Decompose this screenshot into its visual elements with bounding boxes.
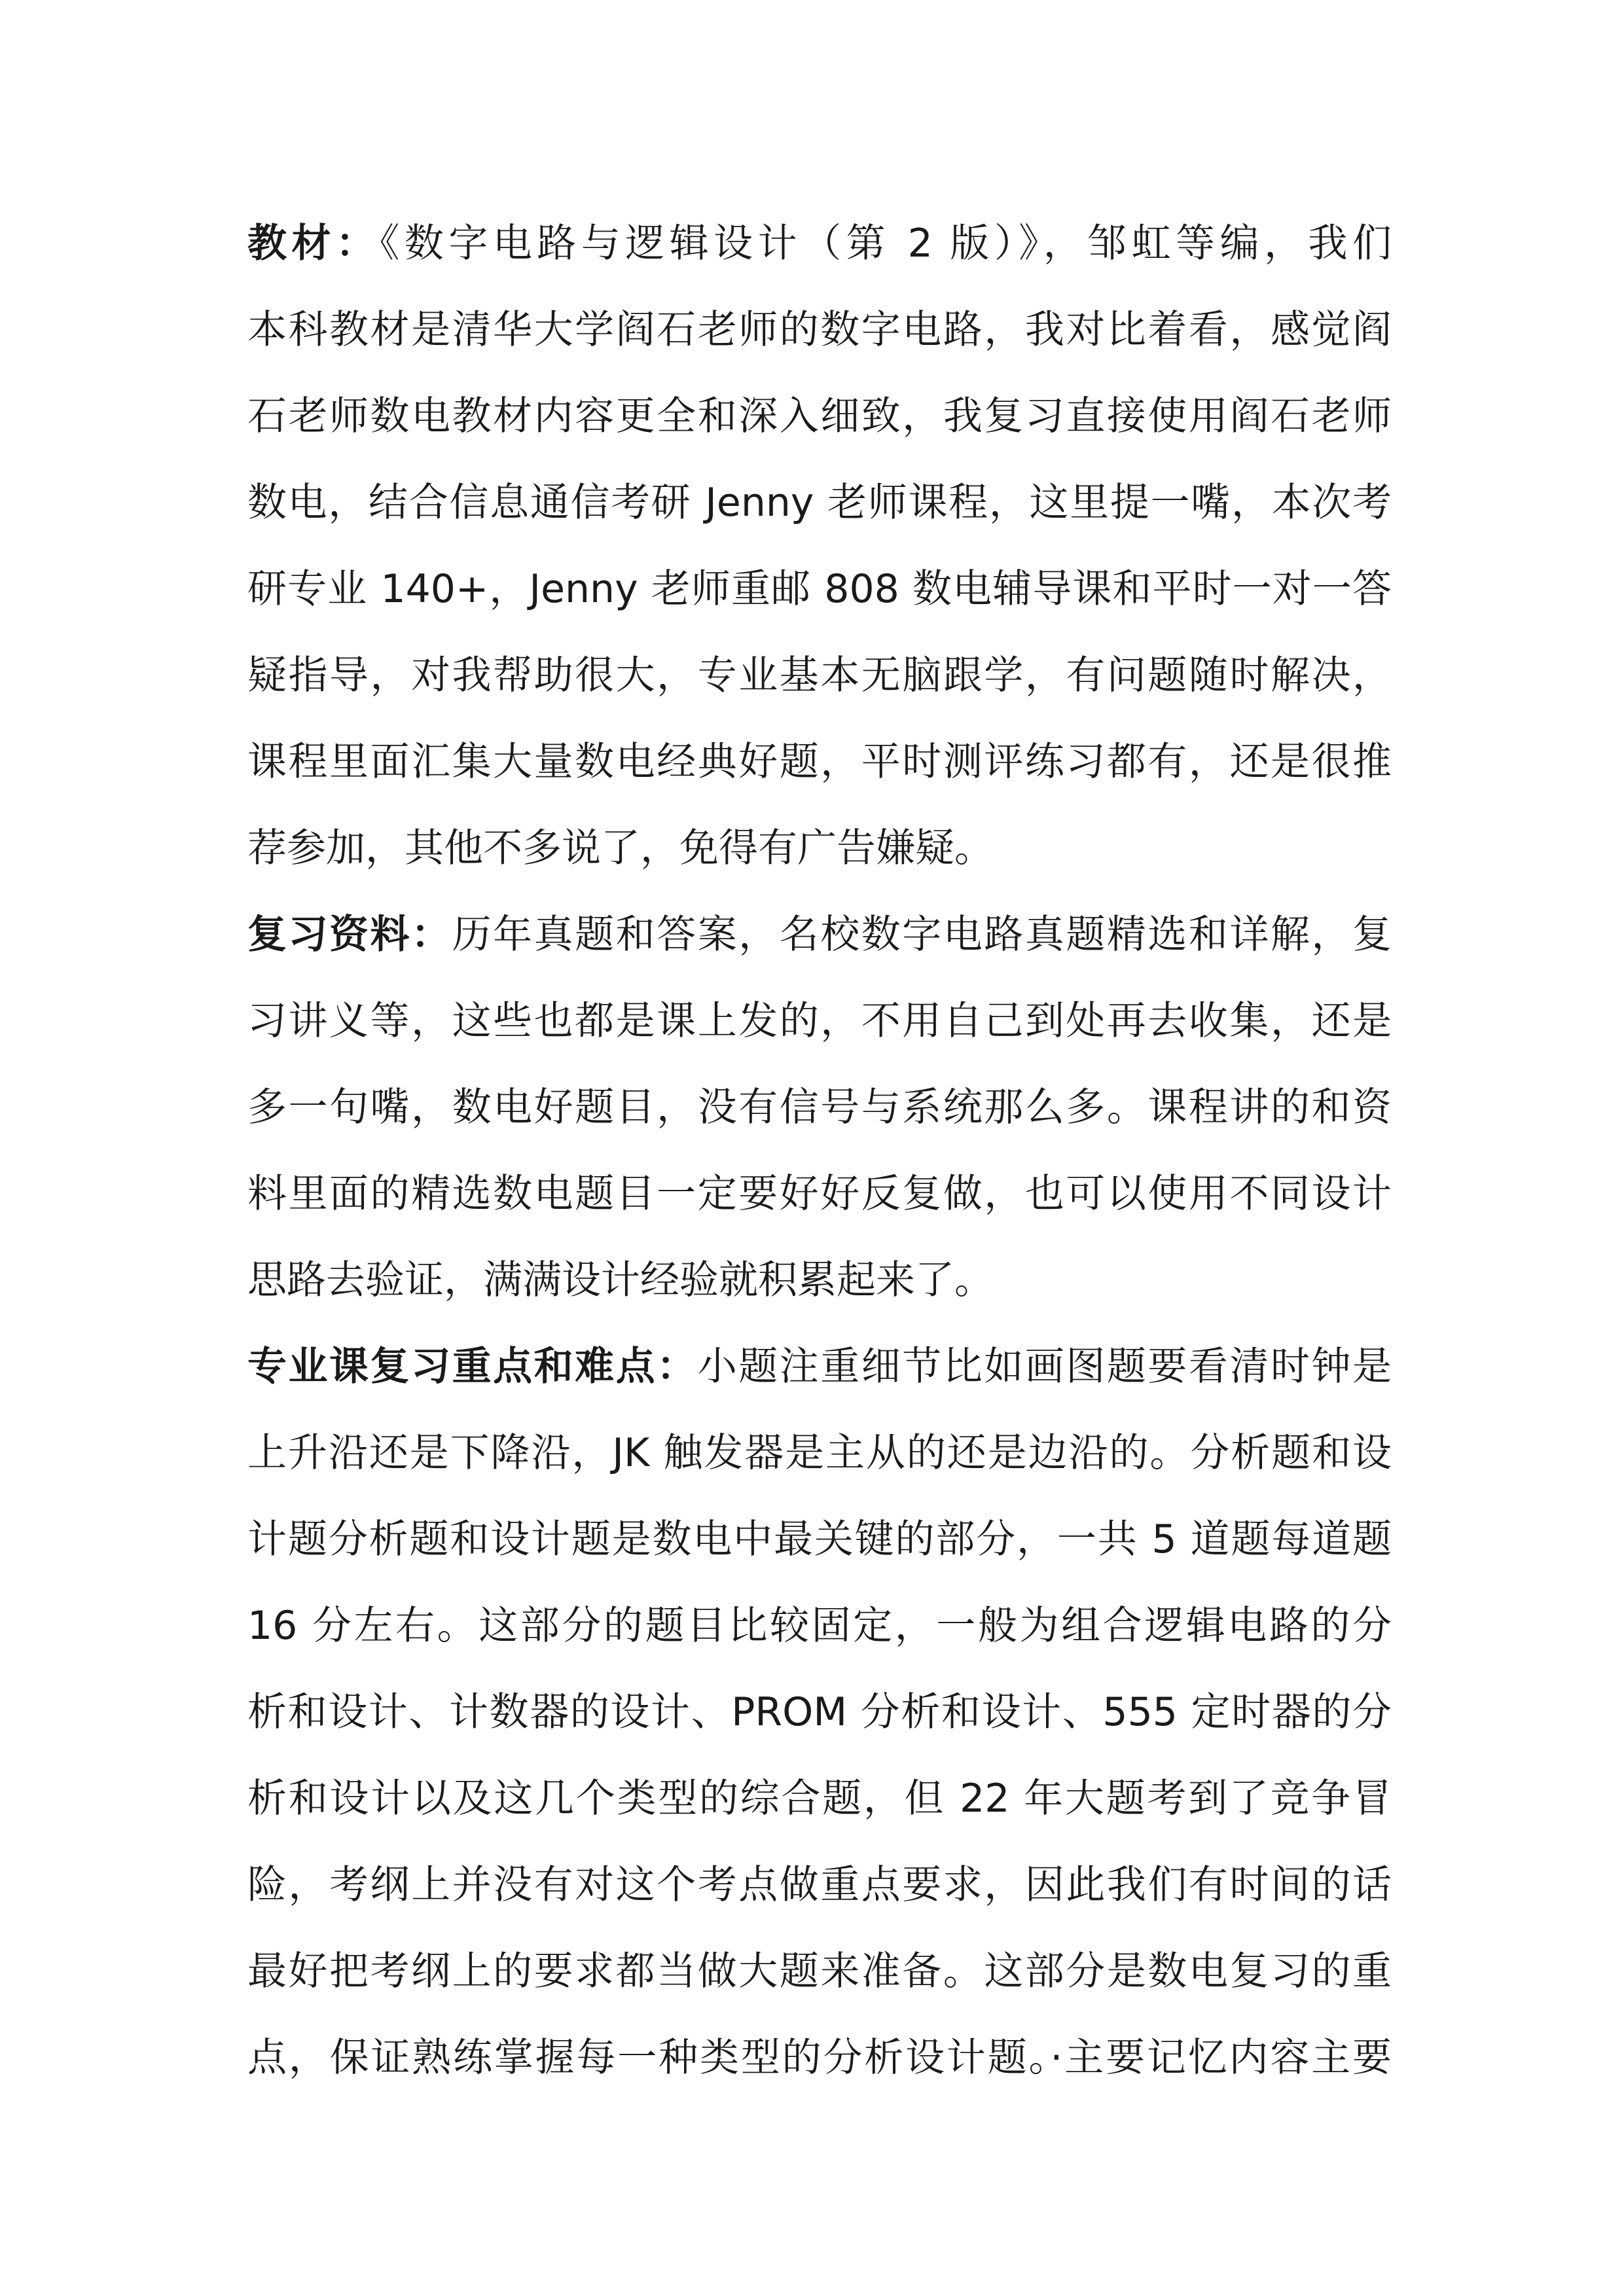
paragraph-line: 石老师数电教材内容更全和深入细致，我复习直接使用阎石老师 xyxy=(247,393,1392,439)
paragraph-line: 多一句嘴，数电好题目，没有信号与系统那么多。课程讲的和资 xyxy=(247,1085,1392,1130)
paragraph-line: 疑指导，对我帮助很大，专业基本无脑跟学，有问题随时解决， xyxy=(247,653,1392,698)
paragraph-line xyxy=(247,1323,1392,1410)
paragraph-text: 历年真题和答案，名校数字电路真题精选和详解，复 xyxy=(452,912,1392,958)
paragraph-line: 习讲义等，这些也都是课上发的，不用自己到处再去收集，还是 xyxy=(247,998,1392,1044)
paragraph-line: 16 分左右。这部分的题目比较固定，一般为组合逻辑电路的分 xyxy=(247,1603,1392,1649)
paragraph-line: 上升沿还是下降沿，JK 触发器是主从的还是边沿的。分析题和设 xyxy=(247,1430,1392,1476)
paragraph-line: 本科教材是清华大学阎石老师的数字电路，我对比着看，感觉阎 xyxy=(247,307,1392,353)
section-heading-key-points: 专业课复习重点和难点： xyxy=(247,1344,698,1390)
paragraph-line: 研专业 140+，Jenny 老师重邮 808 数电辅导课和平时一对一答 xyxy=(247,566,1392,612)
paragraph-line: 最好把考纲上的要求都当做大题来准备。这部分是数电复习的重 xyxy=(247,1948,1392,1994)
section-heading-textbook: 教材： xyxy=(247,221,380,266)
paragraph-line: 思路去验证，满满设计经验就积累起来了。 xyxy=(247,1257,994,1303)
paragraph-text: 《数字电路与逻辑设计（第 2 版）》，邹虹等编，我们 xyxy=(380,221,1392,266)
paragraph-line xyxy=(247,200,1392,287)
document-body xyxy=(247,200,1392,2101)
paragraph-line: 险，考纲上并没有对这个考点做重点要求，因此我们有时间的话 xyxy=(247,1862,1392,1908)
paragraph-line: 荐参加，其他不多说了，免得有广告嫌疑。 xyxy=(247,825,994,871)
paragraph-line: 计题分析题和设计题是数电中最关键的部分，一共 5 道题每道题 xyxy=(247,1516,1392,1562)
paragraph-line: 课程里面汇集大量数电经典好题，平时测评练习都有，还是很推 xyxy=(247,739,1392,785)
paragraph-line xyxy=(247,891,1392,978)
paragraph-line: 点，保证熟练掌握每一种类型的分析设计题。·主要记忆内容主要 xyxy=(247,2035,1392,2081)
paragraph-text: 小题注重细节比如画图题要看清时钟是 xyxy=(697,1344,1392,1390)
section-heading-materials: 复习资料： xyxy=(247,912,452,958)
paragraph-line: 析和设计以及这几个类型的综合题，但 22 年大题考到了竞争冒 xyxy=(247,1776,1392,1821)
paragraph-line: 料里面的精选数电题目一定要好好反复做，也可以使用不同设计 xyxy=(247,1171,1392,1217)
paragraph-line: 数电，结合信息通信考研 Jenny 老师课程，这里提一嘴，本次考 xyxy=(247,480,1392,526)
paragraph-line: 析和设计、计数器的设计、PROM 分析和设计、555 定时器的分 xyxy=(247,1689,1392,1735)
